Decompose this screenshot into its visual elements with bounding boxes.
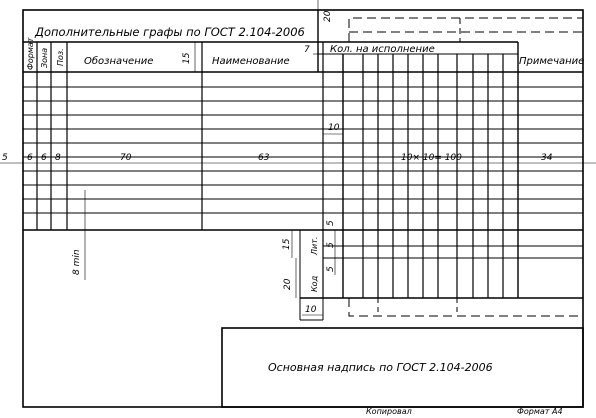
dim-row-min: 8 min bbox=[72, 249, 82, 275]
dim-kod-height: 20 bbox=[283, 278, 293, 290]
frame-lines bbox=[23, 10, 583, 407]
col-qty-label: Кол. на исполнение bbox=[330, 44, 435, 55]
lit-label: Лит. bbox=[310, 236, 319, 255]
dim-title-height: 7 bbox=[304, 45, 310, 55]
dim-col-designation: 70 bbox=[120, 153, 132, 163]
col-note-label: Примечание bbox=[519, 56, 585, 67]
dim-col-note: 34 bbox=[541, 153, 553, 163]
dim-col-qty: 10× 10= 100 bbox=[401, 153, 462, 163]
col-zone-label: Зона bbox=[40, 47, 49, 68]
footer-copied: Копировал bbox=[366, 407, 412, 416]
dim-header-height: 15 bbox=[182, 52, 192, 64]
col-designation-label: Обозначение bbox=[84, 56, 154, 67]
footer-format: Формат А4 bbox=[517, 407, 563, 416]
dim-col-zone: 6 bbox=[41, 153, 47, 163]
col-format-label: Формат bbox=[26, 37, 35, 70]
dim-lit-row-3: 5 bbox=[326, 266, 336, 272]
title-block-text: Основная надпись по ГОСТ 2.104-2006 bbox=[268, 361, 493, 374]
dim-qty-step: 10 bbox=[328, 123, 340, 133]
dim-col-format: 6 bbox=[27, 153, 33, 163]
dim-lit-height: 15 bbox=[282, 238, 292, 250]
kod-label: Код bbox=[310, 275, 319, 292]
sheet-title: Дополнительные графы по ГОСТ 2.104-2006 bbox=[35, 25, 305, 39]
dim-left-margin: 5 bbox=[2, 153, 8, 163]
dim-lit-row: 5 bbox=[326, 220, 336, 226]
dim-col-name: 63 bbox=[258, 153, 270, 163]
col-pos-label: Поз. bbox=[56, 48, 65, 66]
dim-top-offset: 20 bbox=[323, 10, 333, 22]
col-name-label: Наименование bbox=[212, 56, 290, 67]
dim-col-pos: 8 bbox=[55, 153, 61, 163]
outer-frame bbox=[23, 10, 583, 407]
dim-lit-row-2: 5 bbox=[326, 242, 336, 248]
dim-bottom-width: 10 bbox=[305, 305, 317, 315]
